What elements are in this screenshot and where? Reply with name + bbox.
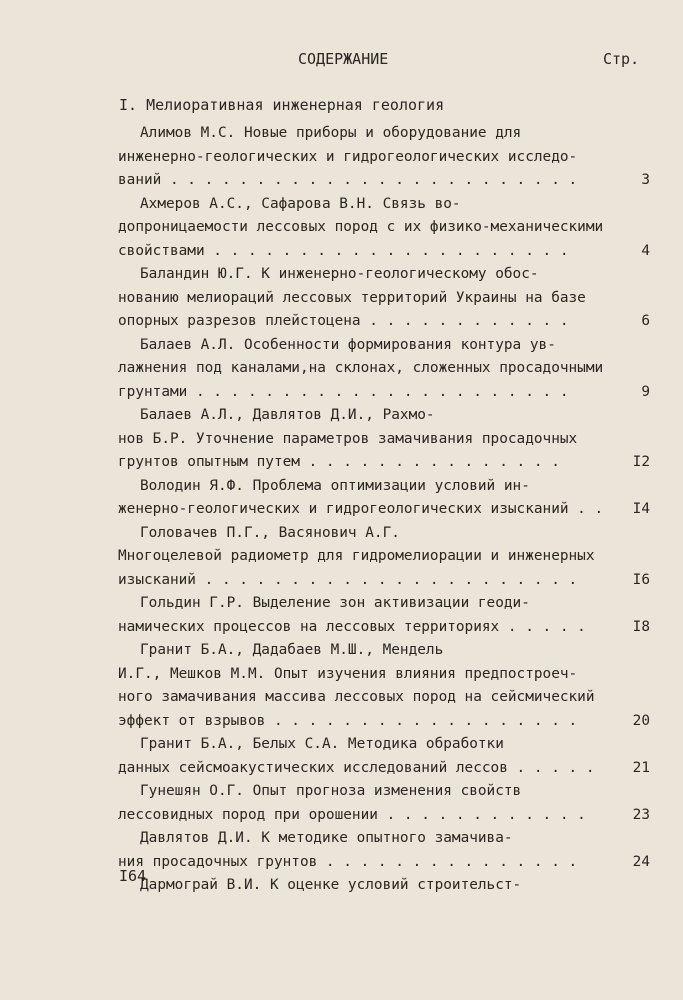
- toc-entry-line: намических процессов на лессовых территориях . . . . .: [118, 618, 586, 635]
- toc-entry: [118, 122, 678, 193]
- toc-entry-line: И.Г., Мешков М.М. Опыт изучения влияния предпостроеч-: [118, 665, 578, 682]
- toc-entry-page: I4: [632, 501, 650, 517]
- toc-entries: [118, 122, 678, 898]
- page-header: [0, 50, 683, 72]
- toc-entry-line: ния просадочных грунтов . . . . . . . . . . . . . . .: [118, 853, 578, 870]
- toc-entry-author-line: Алимов М.С. Новые приборы и оборудование для: [140, 125, 522, 141]
- toc-entry: [118, 639, 678, 733]
- toc-entry-page: 23: [632, 806, 650, 823]
- toc-entry-line: опорных разрезов плейстоцена . . . . . . . . . . . .: [118, 313, 569, 329]
- toc-entry-author-line: Балаев А.Л. Особенности формирования контура ув-: [140, 336, 556, 353]
- toc-entry-author-line: Гранит Б.А., Дадабаев М.Ш., Мендель: [140, 642, 444, 658]
- toc-entry-page: 21: [632, 759, 650, 776]
- toc-entry: [118, 404, 678, 475]
- toc-entry-author-line: Ахмеров А.С., Сафарова В.Н. Связь во-: [140, 195, 461, 212]
- toc-entry: [118, 780, 678, 827]
- toc-entry-page: I2: [632, 454, 650, 470]
- toc-entry: [118, 475, 678, 522]
- toc-entry-page: 4: [641, 242, 650, 259]
- page-column-label: Стр.: [603, 50, 640, 68]
- toc-entry-line: грунтами . . . . . . . . . . . . . . . . . . . . . .: [118, 383, 569, 400]
- toc-entry-line: нов Б.Р. Уточнение параметров замачивания просадочных: [118, 430, 578, 447]
- toc-entry-line: Многоцелевой радиометр для гидромелиорации и инженерных: [118, 548, 595, 564]
- toc-entry-page: 20: [632, 712, 650, 729]
- toc-entry-line: изысканий . . . . . . . . . . . . . . . . . . . . . .: [118, 571, 578, 588]
- toc-entry: [118, 193, 678, 264]
- toc-entry-author-line: Гранит Б.А., Белых С.А. Методика обработки: [140, 736, 504, 752]
- toc-entry-line: свойствами . . . . . . . . . . . . . . . . . . . . .: [118, 242, 569, 259]
- toc-entry-author-line: Давлятов Д.И. К методике опытного замачива-: [140, 830, 513, 846]
- toc-entry-page: I8: [632, 618, 650, 635]
- toc-entry-author-line: Баландин Ю.Г. К инженерно-геологическому обос-: [140, 266, 539, 282]
- toc-entry-line: ваний . . . . . . . . . . . . . . . . . . . . . . . .: [118, 172, 578, 188]
- toc-entry: [118, 592, 678, 639]
- toc-entry-line: эффект от взрывов . . . . . . . . . . . . . . . . . .: [118, 712, 578, 729]
- toc-entry-author-line: Балаев А.Л., Давлятов Д.И., Рахмо-: [140, 407, 435, 423]
- toc-entry: [118, 733, 678, 780]
- toc-entry-author-line: Гунешян О.Г. Опыт прогноза изменения свойств: [140, 783, 522, 799]
- toc-entry-page: I6: [632, 571, 650, 588]
- toc-entry: [118, 522, 678, 593]
- toc-entry: [118, 334, 678, 405]
- toc-entry-line: ного замачивания массива лессовых пород на сейсмический: [118, 689, 595, 705]
- toc-entry-author-line: Головачев П.Г., Васянович А.Г.: [140, 524, 400, 541]
- toc-entry-line: женерно-геологических и гидрогеологических изысканий . .: [118, 501, 603, 517]
- toc-entry-page: 24: [632, 853, 650, 870]
- toc-entry-page: 3: [641, 172, 650, 188]
- toc-entry-line: инженерно-геологических и гидрогеологических исследо-: [118, 148, 578, 165]
- toc-entry-line: грунтов опытным путем . . . . . . . . . . . . . . .: [118, 454, 560, 470]
- page-number: I64: [119, 867, 147, 885]
- toc-entry: [118, 263, 678, 334]
- toc-entry-author-line: Гольдин Г.Р. Выделение зон активизации геоди-: [140, 595, 530, 611]
- toc-entry-line: данных сейсмоакустических исследований лессов . . . . .: [118, 759, 595, 776]
- toc-entry-line: лажнения под каналами,на склонах, сложенных просадочными: [118, 360, 603, 376]
- section-heading: I. Мелиоративная инженерная геология: [119, 96, 445, 114]
- toc-entry-page: 6: [641, 313, 650, 329]
- toc-entry-author-line: Володин Я.Ф. Проблема оптимизации условий ин-: [140, 477, 530, 494]
- page-title: СОДЕРЖАНИЕ: [298, 50, 389, 68]
- toc-entry-page: 9: [641, 383, 650, 400]
- toc-entry-line: допроницаемости лессовых пород с их физико-механическими: [118, 219, 603, 235]
- toc-entry: [118, 874, 678, 898]
- toc-entry-author-line: Дармограй В.И. К оценке условий строительст-: [140, 877, 522, 893]
- toc-entry-line: лессовидных пород при орошении . . . . . . . . . . . .: [118, 806, 586, 823]
- toc-entry: [118, 827, 678, 874]
- toc-entry-line: нованию мелиораций лессовых территорий Украины на базе: [118, 289, 586, 306]
